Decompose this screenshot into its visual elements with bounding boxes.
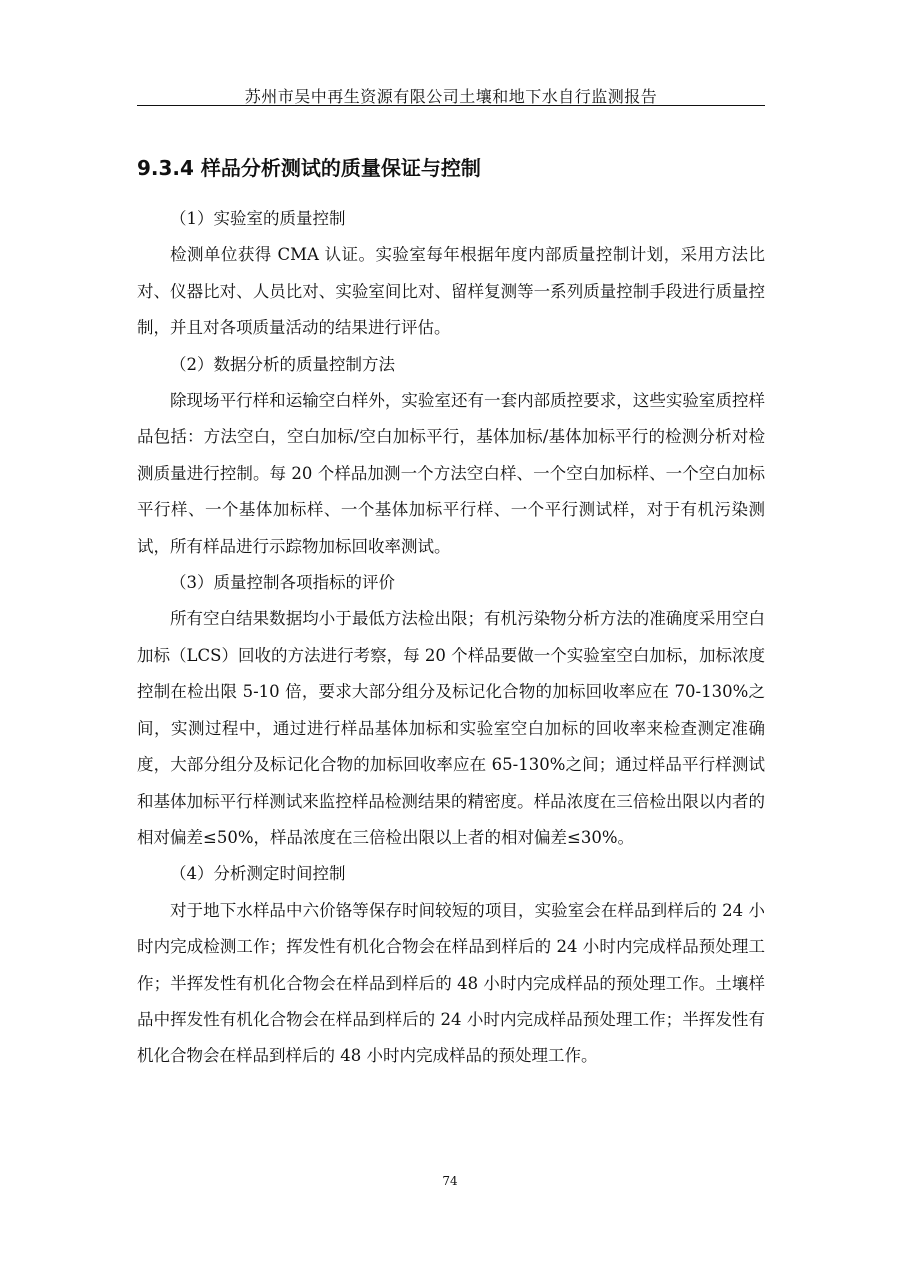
paragraph-data-analysis-qc: 除现场平行样和运输空白样外，实验室还有一套内部质控要求，这些实验室质控样品包括：方法空白，空白加标/空白加标平行，基体加标/基体加标平行的检测分析对检测质量进行控制。每 20 个样品加测一个方法空白样、一个空白加标样、一个空白加标平行样、一个基体加标样、一个基体加标平行样、一个平行测试样，对于有机污染测试，所有样品进行示踪物加标回收率测试。 (137, 391, 765, 556)
subheading-data-analysis-qc: （2）数据分析的质量控制方法 (170, 354, 395, 374)
paragraph-analysis-time-control: 对于地下水样品中六价铬等保存时间较短的项目，实验室会在样品到样后的 24 小时内完成检测工作；挥发性有机化合物会在样品到样后的 24 小时内完成样品预处理工作；半挥发性有机化合物会在样品到样后的 48 小时内完成样品的预处理工作。土壤样品中挥发性有机化合物会在样品到样后的 24 小时内完成样品预处理工作；半挥发性有机化合物会在样品到样后的 48 小时内完成样品的预处理工作。 (137, 900, 765, 1066)
running-header: 苏州市吴中再生资源有限公司土壤和地下水自行监测报告 (244, 87, 658, 106)
subheading-analysis-time-control: （4）分析测定时间控制 (170, 864, 346, 884)
header-divider (137, 105, 765, 106)
page-number: 74 (442, 1174, 458, 1188)
subheading-qc-indicator-evaluation: （3）质量控制各项指标的评价 (170, 573, 395, 593)
body-text (137, 201, 765, 1075)
subheading-lab-quality-control: （1）实验室的质量控制 (170, 209, 346, 228)
paragraph-qc-indicator-evaluation: 所有空白结果数据均小于最低方法检出限；有机污染物分析方法的准确度采用空白加标（LCS）回收的方法进行考察，每 20 个样品要做一个实验室空白加标，加标浓度控制在检出限 5-10 倍，要求大部分组分及标记化合物的加标回收率应在 70-130%之间，实测过程中，通过进行样品基体加标和实验室空白加标的回收率来检查测定准确度，大部分组分及标记化合物的加标回收率应在 65-130%之间；通过样品平行样测试和基体加标平行样测试来监控样品检测结果的精密度。样品浓度在三倍检出限以内者的相对偏差≤50%，样品浓度在三倍检出限以上者的相对偏差≤30%。 (137, 609, 765, 847)
section-heading: 9.3.4 样品分析测试的质量保证与控制 (137, 156, 481, 180)
paragraph-lab-quality-control: 检测单位获得 CMA 认证。实验室每年根据年度内部质量控制计划，采用方法比对、仪器比对、人员比对、实验室间比对、留样复测等一系列质量控制手段进行质量控制，并且对各项质量活动的结果进行评估。 (137, 245, 765, 338)
